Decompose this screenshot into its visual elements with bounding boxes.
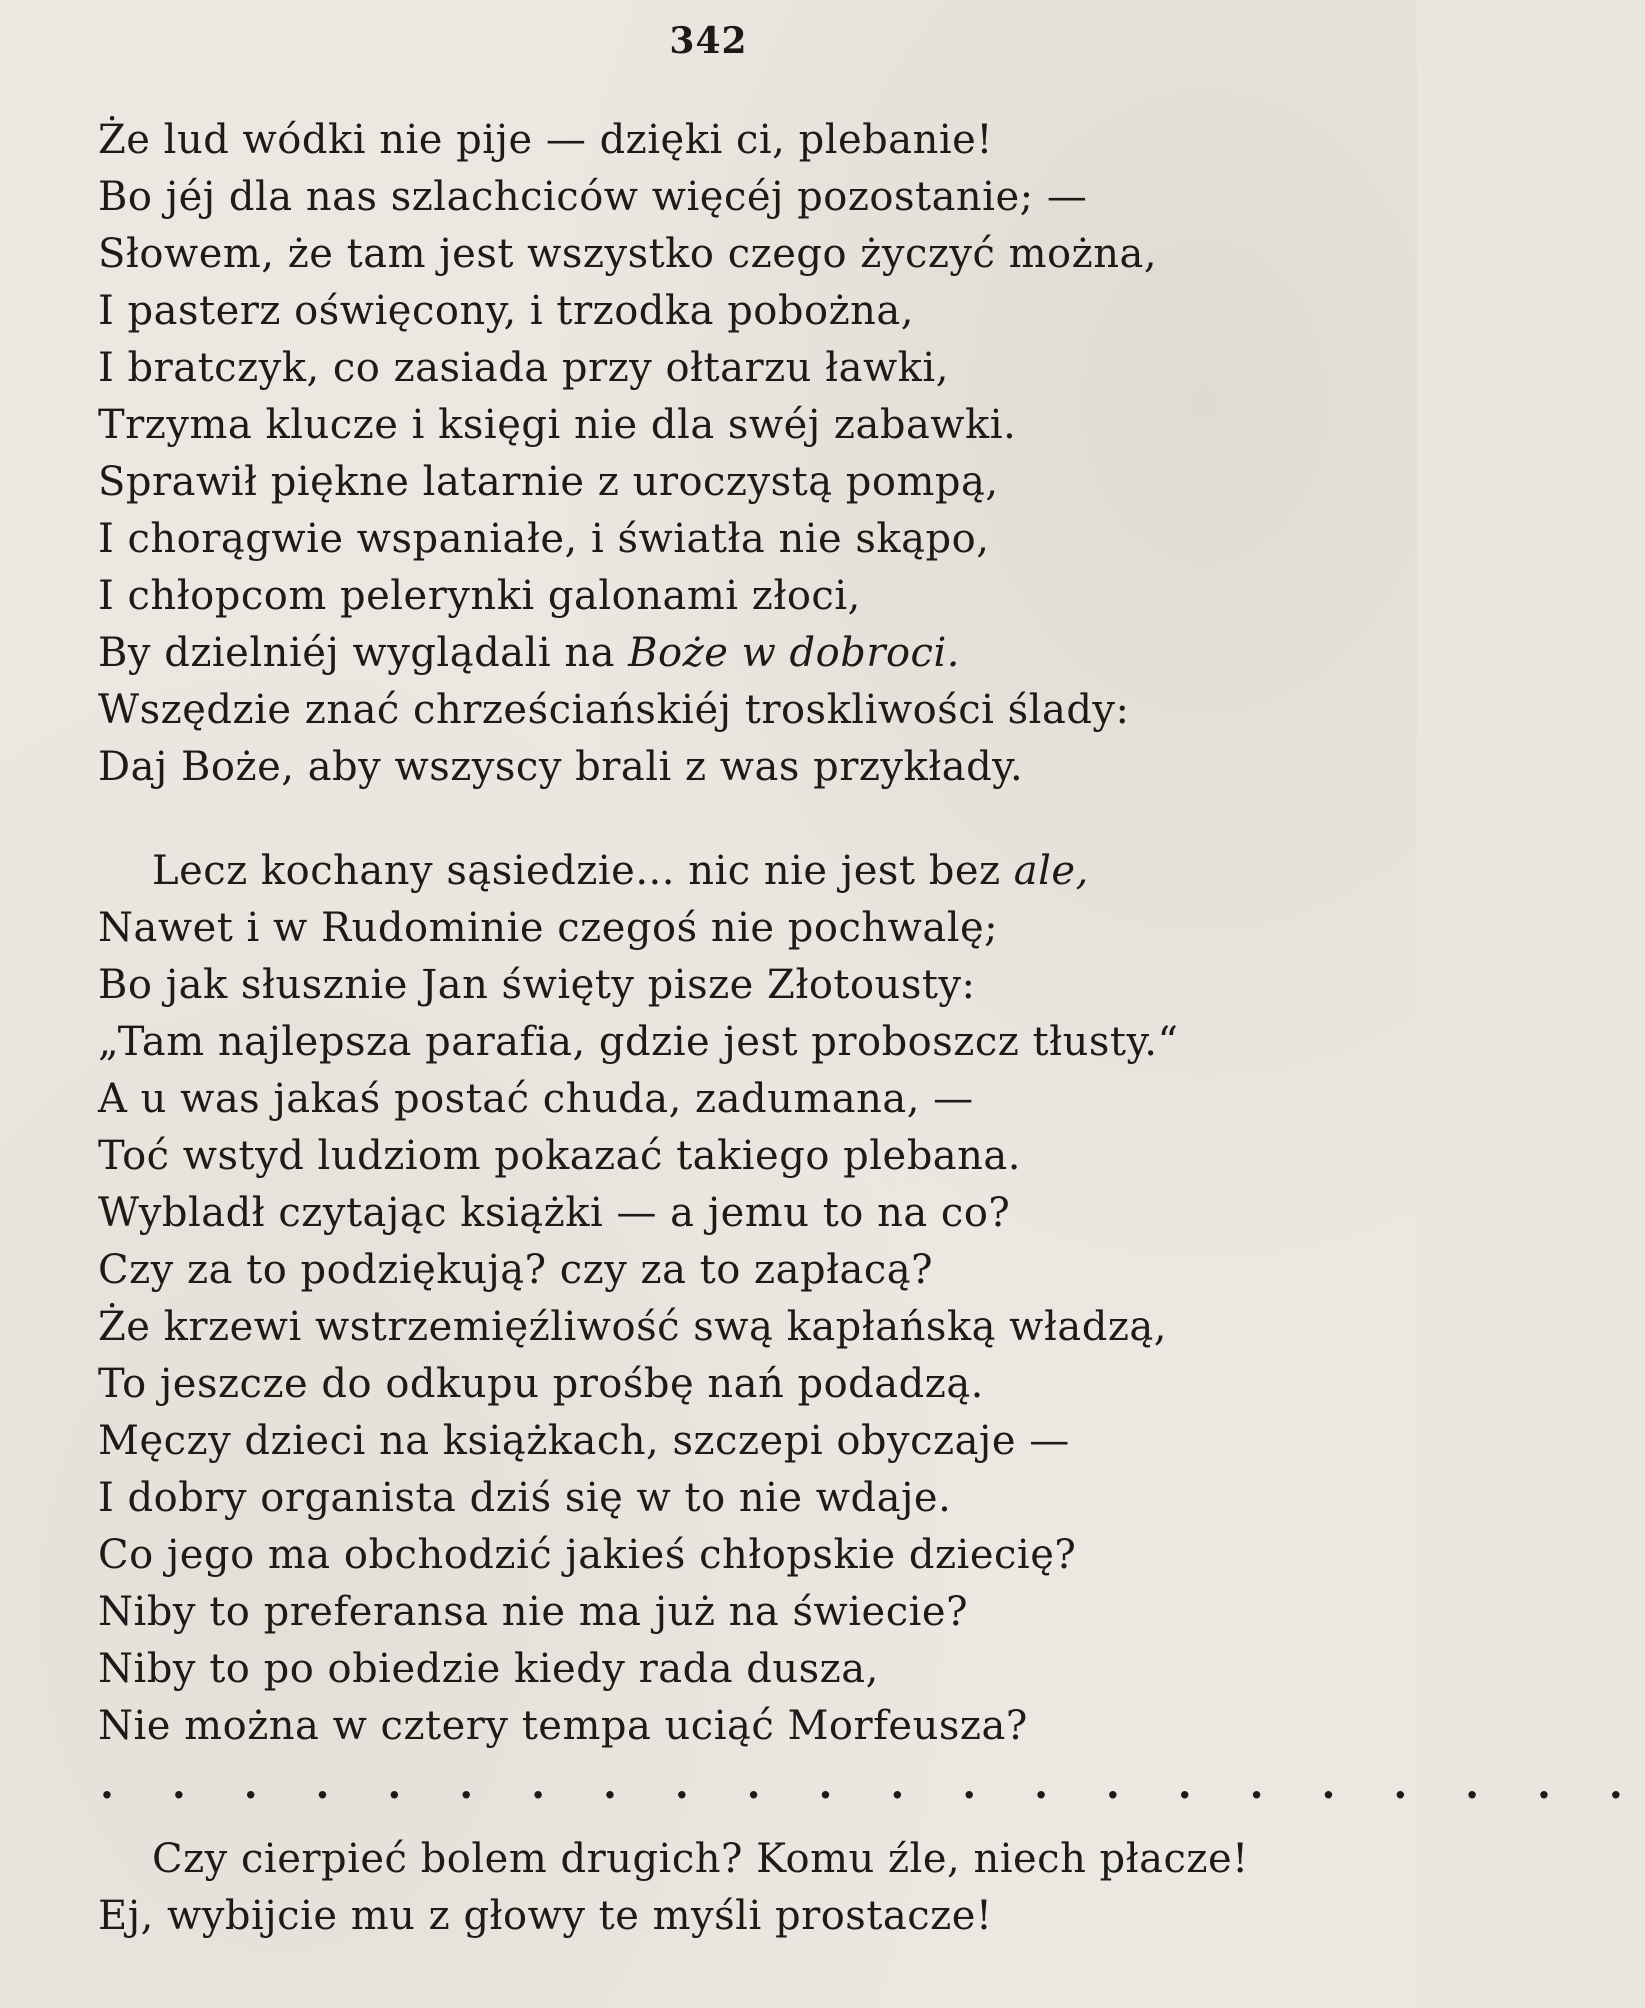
verse-line: To jeszcze do odkupu prośbę nań podadzą. <box>98 1361 984 1407</box>
verse-line: Bo jak słusznie Jan święty pisze Złotousty: <box>98 962 976 1008</box>
verse-line: Bo jéj dla nas szlachciców więcéj pozostanie; — <box>98 174 1088 220</box>
verse-line: Sprawił piękne latarnie z uroczystą pompą, <box>98 459 999 505</box>
verse-line: I pasterz oświęcony, i trzodka pobożna, <box>98 288 914 334</box>
verse-line: Nawet i w Rudominie czegoś nie pochwalę; <box>98 905 999 951</box>
verse-line: Czy za to podziękują? czy za to zapłacą? <box>98 1247 934 1293</box>
verse-line: Wybladł czytając książki — a jemu to na co? <box>98 1190 1011 1236</box>
italic-phrase: ale, <box>1013 848 1089 894</box>
verse-line: Męczy dzieci na książkach, szczepi obyczaje — <box>98 1418 1070 1464</box>
verse-line: Że lud wódki nie pije — dzięki ci, plebanie! <box>98 117 993 163</box>
verse-line: Ej, wybijcie mu z głowy te myśli prostacze! <box>98 1893 993 1939</box>
ellipsis-separator: . . . . . . . . . . . . . . . . . . . . . . <box>100 1761 1645 1808</box>
verse-line: I dobry organista dziś się w to nie wdaje. <box>98 1475 952 1521</box>
verse-line: Toć wstyd ludziom pokazać takiego plebana. <box>98 1133 1021 1179</box>
verse-line: Słowem, że tam jest wszystko czego życzyć można, <box>98 231 1158 277</box>
verse-line: A u was jakaś postać chuda, zadumana, — <box>98 1076 974 1122</box>
verse-line: Niby to preferansa nie ma już na świecie? <box>98 1589 969 1635</box>
verse-line: Niby to po obiedzie kiedy rada dusza, <box>98 1646 879 1692</box>
italic-phrase: Boże w dobroci. <box>628 630 960 676</box>
verse-line: Co jego ma obchodzić jakieś chłopskie dziecię? <box>98 1532 1077 1578</box>
verse-line: Trzyma klucze i księgi nie dla swéj zabawki. <box>98 402 1017 448</box>
page-number: 342 <box>669 20 748 62</box>
verse-line: Daj Boże, aby wszyscy brali z was przykłady. <box>98 744 1024 790</box>
verse-line: By dzielniéj wyglądali na Boże w dobroci. <box>98 630 960 676</box>
stanza-2 <box>98 843 1358 1755</box>
verse-line: I chorągwie wspaniałe, i światła nie skąpo, <box>98 516 990 562</box>
stanza-1 <box>98 112 1358 796</box>
verse-line: Lecz kochany sąsiedzie... nic nie jest bez ale, <box>152 848 1089 894</box>
verse-line: Nie można w cztery tempa uciąć Morfeusza? <box>98 1703 1028 1749</box>
verse-line: I chłopcom pelerynki galonami złoci, <box>98 573 861 619</box>
verse-line: Czy cierpieć bolem drugich? Komu źle, niech płacze! <box>152 1836 1249 1882</box>
verse-line: Że krzewi wstrzemięźliwość swą kapłańską władzą, <box>98 1304 1167 1350</box>
verse-line: „Tam najlepsza parafia, gdzie jest proboszcz tłusty.“ <box>98 1019 1179 1065</box>
verse-line: I bratczyk, co zasiada przy ołtarzu ławki, <box>98 345 949 391</box>
stanza-3 <box>98 1831 1358 1945</box>
verse-line: Wszędzie znać chrześciańskiéj troskliwości ślady: <box>98 687 1130 733</box>
